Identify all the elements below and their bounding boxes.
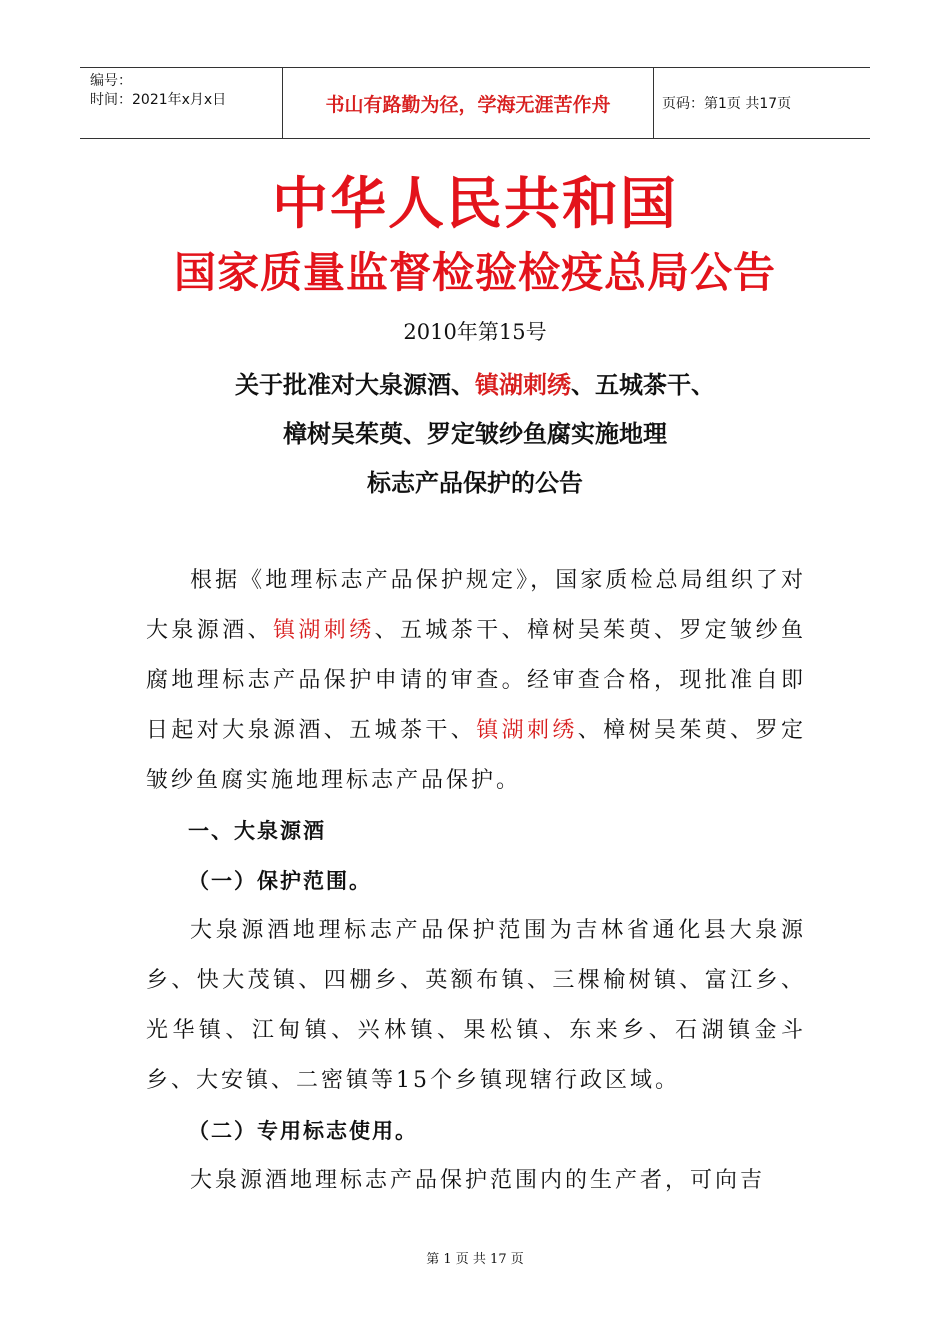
subtitle-line-1 <box>0 360 950 409</box>
heading-mark-usage: （二）专用标志使用。 <box>188 1119 418 1143</box>
announcement-title <box>0 360 950 507</box>
p1-c: 、樟树吴茱萸、罗定皱纱鱼腐实施地理标志产品保护。 <box>146 718 806 793</box>
subtitle-line-2: 樟树吴茱萸、罗定皱纱鱼腐实施地理 <box>283 419 667 448</box>
paragraph-intro <box>146 556 806 806</box>
time-label: 时间：2021年x月x日 <box>90 92 227 108</box>
paragraph-scope: 大泉源酒地理标志产品保护范围为吉林省通化县大泉源乡、快大茂镇、四棚乡、英额布镇、三棵榆树镇、富江乡、光华镇、江甸镇、兴林镇、果松镇、东来乡、石湖镇金斗乡、大安镇、二密镇等15个乡镇现辖行政区域。 <box>146 918 806 1093</box>
heading-protection-scope: （一）保护范围。 <box>188 869 372 893</box>
p1-b: 、五城茶干、樟树吴茱萸、罗定皱纱鱼腐地理标志产品保护申请的审查。经审查合格，现批准自即日起对大泉源酒、五城茶干、 <box>146 618 806 743</box>
p1-red-2: 镇湖刺绣 <box>476 718 578 743</box>
title-sub: 国家质量监督检验检疫总局公告 <box>173 248 776 297</box>
page-footer: 第 1 页 共 17 页 <box>426 1252 524 1267</box>
title-main: 中华人民共和国 <box>272 171 678 237</box>
subtitle-line1-b: 、五城茶干、 <box>571 370 715 399</box>
p1-red-1: 镇湖刺绣 <box>273 618 375 643</box>
paragraph-mark-usage: 大泉源酒地理标志产品保护范围内的生产者，可向吉 <box>190 1168 766 1193</box>
body-text <box>146 556 806 1206</box>
subtitle-line-3: 标志产品保护的公告 <box>367 468 583 497</box>
subtitle-line1-a: 关于批准对大泉源酒、 <box>235 370 475 399</box>
number-label: 编号： <box>90 73 132 89</box>
header-table <box>80 67 870 139</box>
page-info: 页码：第1页 共17页 <box>662 96 792 112</box>
p1-a: 根据《地理标志产品保护规定》，国家质检总局组织了对大泉源酒、 <box>146 568 806 643</box>
header-left-cell <box>80 68 282 138</box>
subtitle-line1-red: 镇湖刺绣 <box>475 370 571 399</box>
doc-number: 2010年第15号 <box>403 320 547 344</box>
motto: 书山有路勤为径，学海无涯苦作舟 <box>282 68 654 138</box>
heading-section-1: 一、大泉源酒 <box>188 819 326 843</box>
